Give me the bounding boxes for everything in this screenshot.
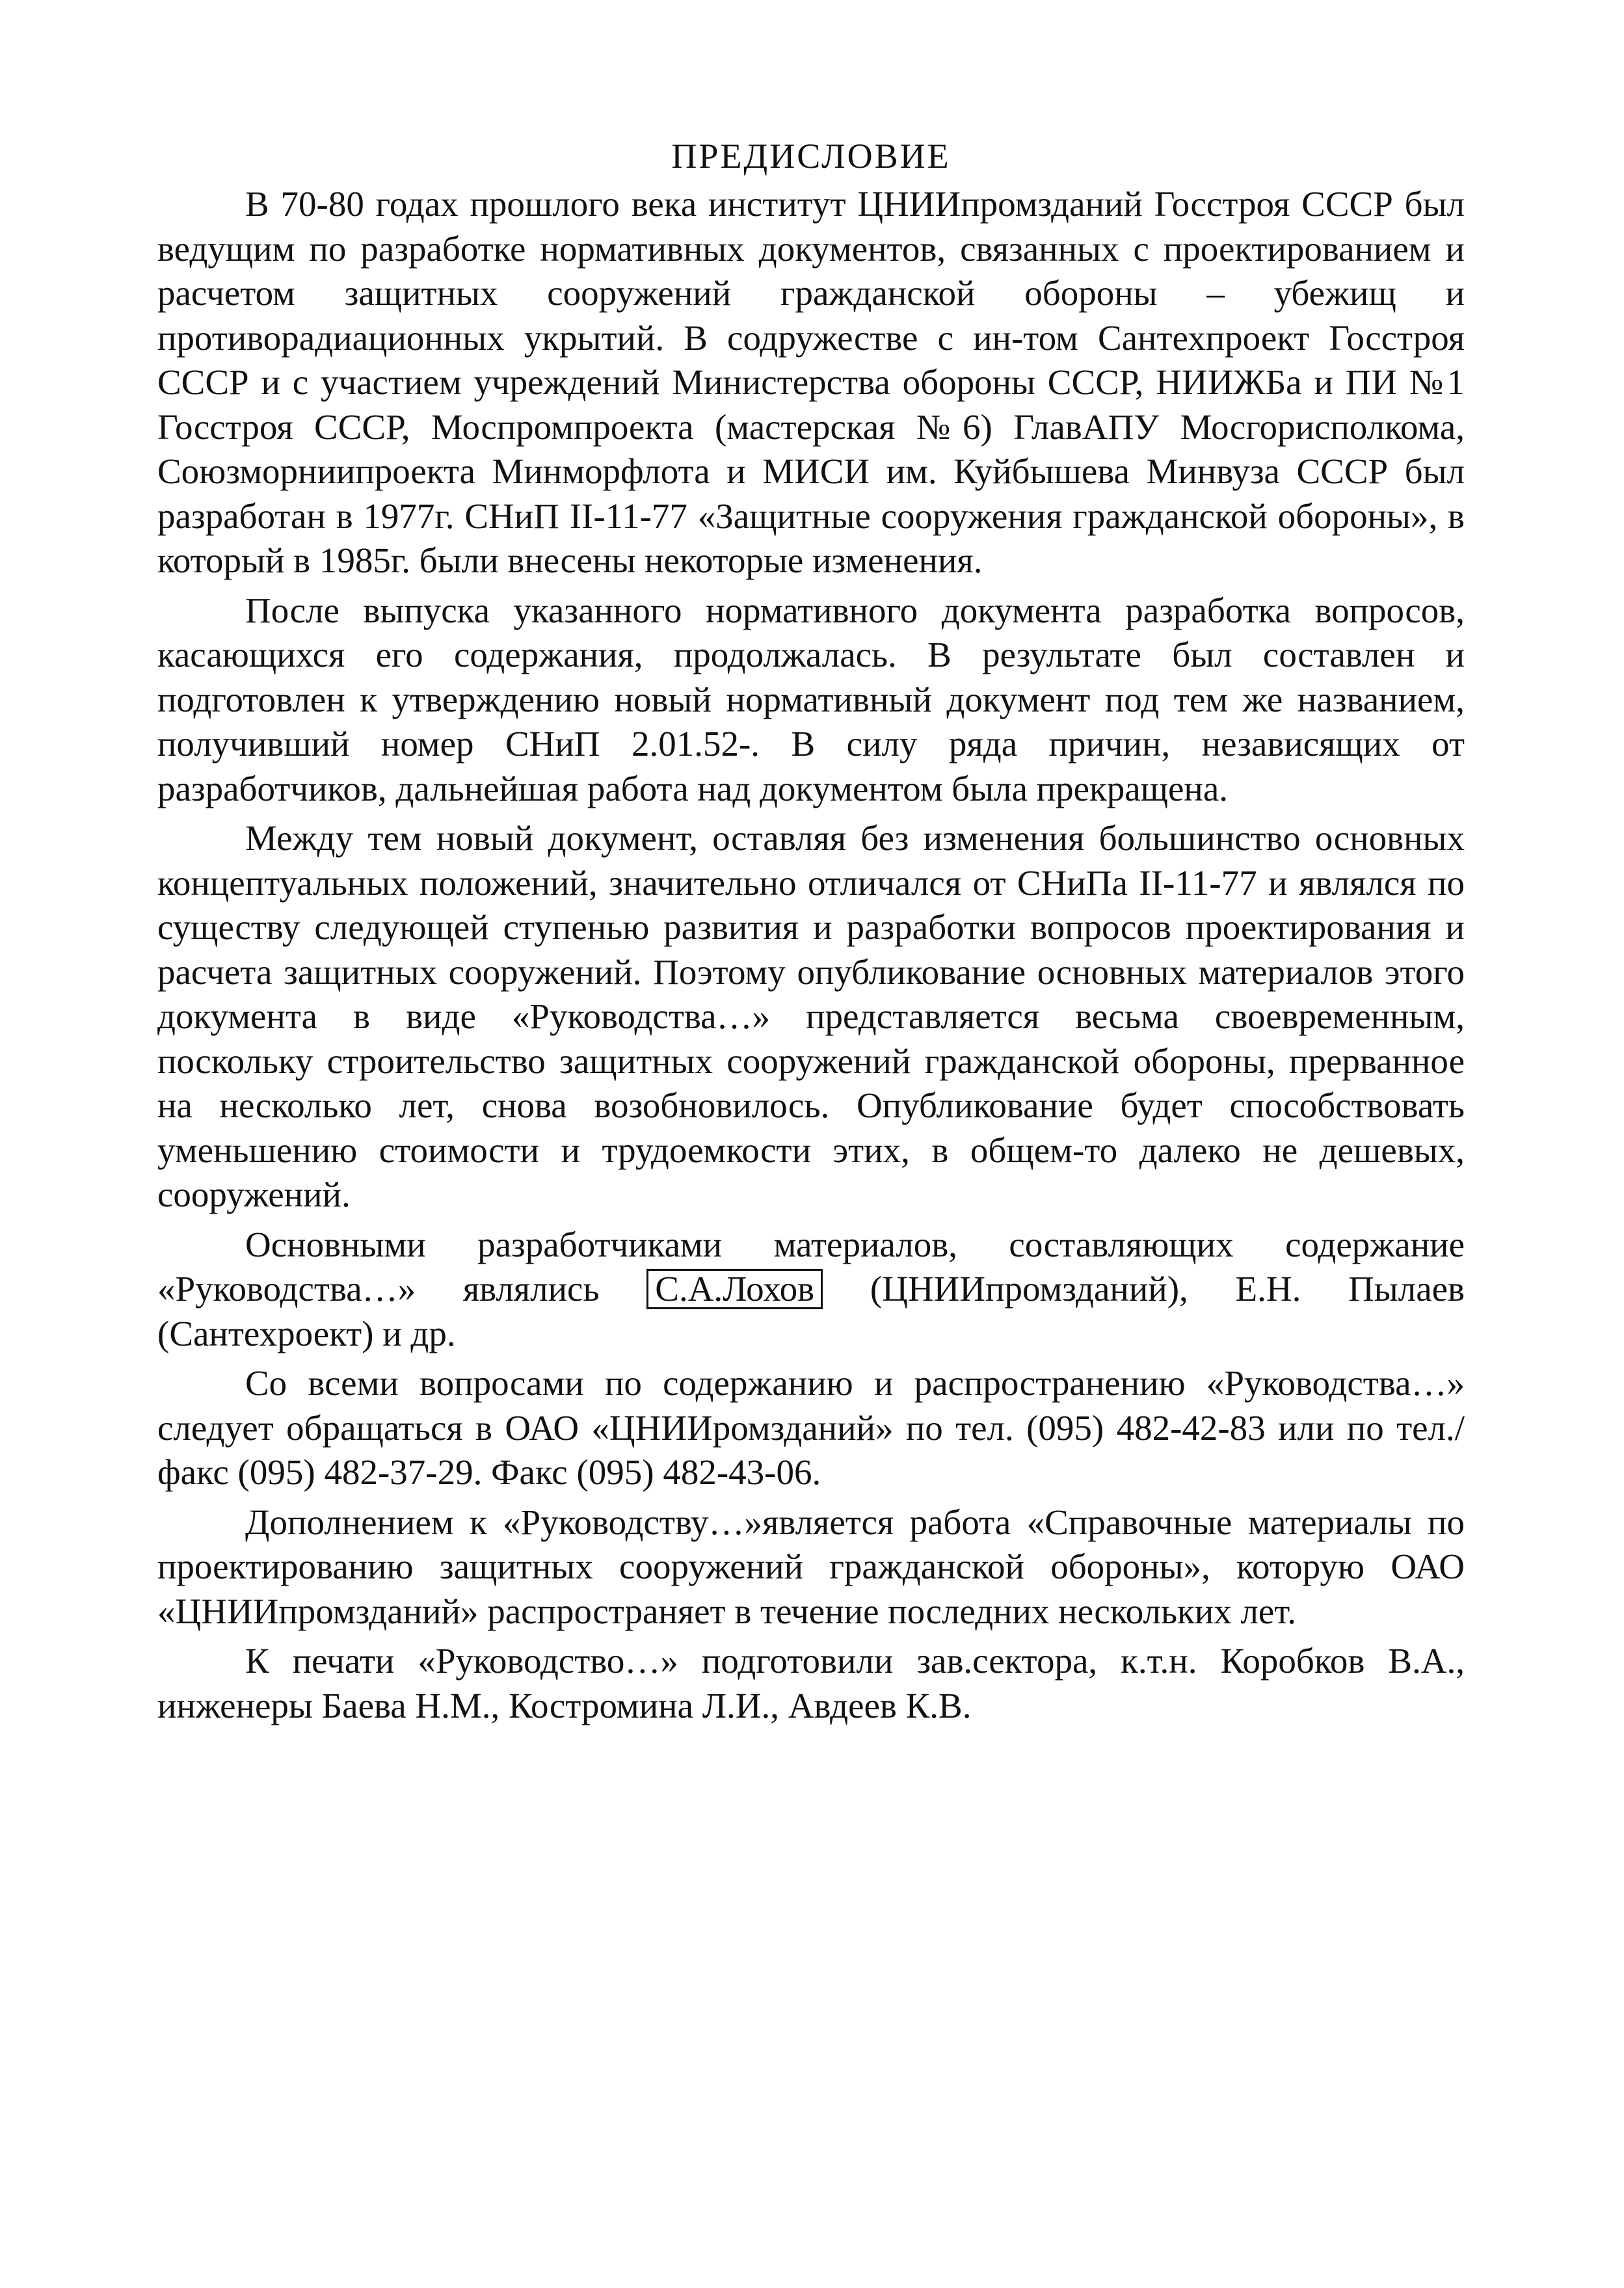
authors-text-after: (ЦНИИпромзданий), Е.Н. Пылаев (Сантехроект) и др.	[157, 1269, 1465, 1353]
paragraph-development: После выпуска указанного нормативного документа разработка вопросов, касающихся его содержания, продолжалась. В результате был составлен и подготовлен к утверждению новый нормативный документ под тем же названием, получивший номер СНиП 2.01.52-. В силу ряда причин, независящих от разработчиков, дальнейшая работа над документом была прекращена.	[157, 590, 1465, 808]
page-title: ПРЕДИСЛОВИЕ	[671, 137, 951, 176]
document-body	[157, 130, 1465, 1733]
paragraph-contacts: Со всеми вопросами по содержанию и распространению «Руководства…» следует обращаться в ОАО «ЦНИИромзданий» по тел. (095) 482-42-83 или по тел./факс (095) 482-37-29. Факс (095) 482-43-06.	[157, 1363, 1465, 1492]
paragraph-history: В 70-80 годах прошлого века институт ЦНИИпромзданий Госстроя СССР был ведущим по разработке нормативных документов, связанных с проектированием и расчетом защитных сооружений гражданской обороны – убежищ и противорадиационных укрытий. В содружестве с ин-том Сантехпроект Госстроя СССР и с участием учреждений Министерства обороны СССР, НИИЖБа и ПИ №1 Госстроя СССР, Моспромпроекта (мастерская №6) ГлавАПУ Мосгорисполкома, Союзморниипроекта Минморфлота и МИСИ им. Куйбышева Минвуза СССР был разработан в 1977г. СНиП II-11-77 «Защитные сооружения гражданской обороны», в который в 1985г. были внесены некоторые изменения.	[157, 184, 1465, 580]
authors-text-before: Основными разработчиками материалов, составляющих содержание «Руководства…» являлись	[157, 1224, 1465, 1309]
paragraph-supplement: Дополнением к «Руководству…»является работа «Справочные материалы по проектированию защитных сооружений гражданской обороны», которую ОАО «ЦНИИпромзданий» распространяет в течение последних нескольких лет.	[157, 1502, 1465, 1631]
paragraph-authors	[157, 1223, 1465, 1357]
paragraph-significance: Между тем новый документ, оставляя без изменения большинство основных концептуальных положений, значительно отличался от СНиПа II-11-77 и являлся по существу следующей ступенью развития и разработки вопросов проектирования и расчета защитных сооружений. Поэтому опубликование основных материалов этого документа в виде «Руководства…» представляется весьма своевременным, поскольку строительство защитных сооружений гражданской обороны, прерванное на несколько лет, снова возобновилось. Опубликование будет способствовать уменьшению стоимости и трудоемкости этих, в общем-то далеко не дешевых, сооружений.	[157, 818, 1465, 1214]
paragraph-credits: К печати «Руководство…» подготовили зав.сектора, к.т.н. Коробков В.А., инженеры Баева Н.М., Костромина Л.И., Авдеев К.В.	[157, 1641, 1465, 1725]
boxed-author-name: С.А.Лохов	[646, 1269, 823, 1309]
